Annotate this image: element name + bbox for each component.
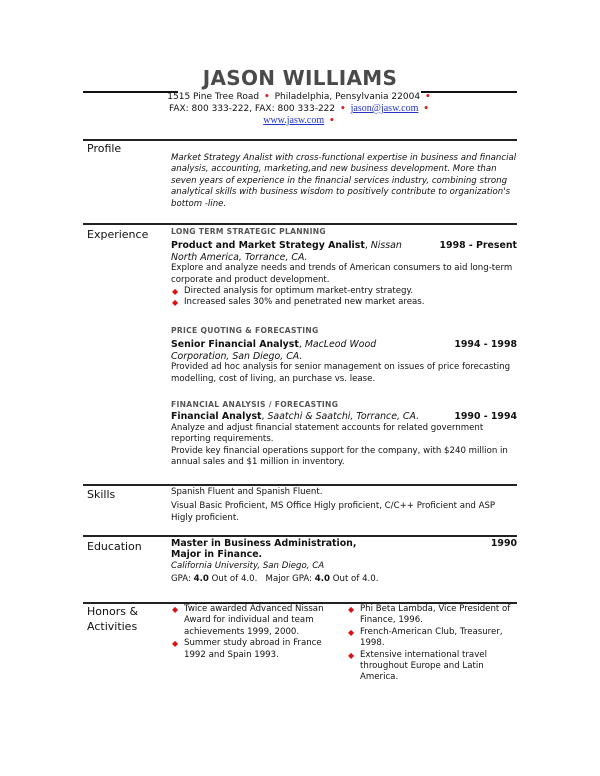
- job-company: MacLeod Wood Corporation, San Diego, CA.: [171, 339, 377, 362]
- list-item: ◆ Summer study abroad in France 1992 and Spain 1993.: [172, 638, 322, 660]
- contact-web-line: [0, 115, 600, 127]
- city: Philadelphia, Pensylvania 22004: [274, 92, 421, 102]
- skills-content: [171, 487, 517, 524]
- separator-dot-icon: •: [423, 104, 429, 114]
- section-rule: [83, 223, 517, 225]
- separator-dot-icon: •: [263, 92, 270, 102]
- bullet-icon: ◆: [172, 605, 179, 614]
- job-description: Provide key financial operations support for the company, with $240 million in annual sales and $1 million in inventory.: [171, 445, 508, 468]
- job-category: LONG TERM STRATEGIC PLANNING: [171, 227, 326, 236]
- section-label-honors: Honors & Activities: [87, 605, 139, 633]
- job-dates: 1994 - 1998: [454, 339, 517, 351]
- separator-dot-icon: •: [340, 104, 346, 114]
- bullet-icon: ◆: [172, 287, 179, 297]
- job-dates: 1990 - 1994: [454, 411, 517, 423]
- school: California University, San Diego, CA: [171, 560, 325, 571]
- job-title-line: Financial Analyst, Saatchi & Saatchi, Torrance, CA. 1990 - 1994: [171, 411, 517, 423]
- job-title-line: Product and Market Strategy Analist, Nissan North America, Torrance, CA. 1998 - Present: [171, 240, 517, 263]
- degree-line: [171, 538, 517, 561]
- job-title-line: Senior Financial Analyst, MacLeod Wood Corporation, San Diego, CA. 1994 - 1998: [171, 339, 517, 362]
- skill-technical: Visual Basic Proficient, MS Office Higly proficient, C/C++ Proficient and ASP Higly proficient.: [171, 501, 496, 523]
- bullet-icon: ◆: [348, 650, 355, 660]
- list-item: ◆ Extensive international travel throughout Europe and Latin America.: [348, 649, 487, 683]
- job-entry: [171, 325, 517, 385]
- section-label-profile: Profile: [87, 142, 122, 155]
- graduation-year: 1990: [490, 538, 517, 549]
- section-label-experience: Experience: [87, 228, 149, 241]
- section-rule: [83, 484, 517, 486]
- section-label-skills: Skills: [87, 488, 116, 501]
- list-item: ◆ Directed analysis for optimum market-entry strategy.: [172, 286, 414, 297]
- job-title: Senior Financial Analyst: [171, 339, 299, 351]
- section-rule: [83, 535, 517, 537]
- gpa-line: GPA: 4.0 Out of 4.0. Major GPA: 4.0 Out of 4.0.: [171, 574, 379, 585]
- fax-numbers: FAX: 800 333-222, FAX: 800 333-222: [168, 104, 336, 114]
- bullet-icon: ◆: [348, 605, 355, 614]
- website-link[interactable]: www.jasw.com: [263, 115, 325, 126]
- profile-summary: Market Strategy Analist with cross-functional expertise in business and financial analysis, accounting, marketing,and new business development. More than seven years of experience in the financial services industry, combining strong analytical skills with business wisdom to positively contribute to organization's bottom -line.: [171, 153, 517, 209]
- job-entry: [171, 226, 517, 309]
- bullet-icon: ◆: [172, 298, 179, 308]
- candidate-name: JASON WILLIAMS: [202, 66, 398, 90]
- job-dates: 1998 - Present: [439, 240, 517, 252]
- contact-address-line: [0, 91, 600, 103]
- education-content: [171, 538, 517, 586]
- section-rule: [83, 139, 517, 141]
- list-item: ◆ French-American Club, Treasurer, 1998.: [348, 626, 503, 649]
- job-category: PRICE QUOTING & FORECASTING: [171, 326, 319, 335]
- list-item: ◆ Phi Beta Lambda, Vice President of Finance, 1996.: [348, 604, 511, 626]
- job-description: Analyze and adjust financial statement accounts for related government reporting requirements.: [171, 422, 484, 445]
- list-item: ◆ Twice awarded Advanced Nissan Award for individual and team achievements 1999, 2000.: [172, 604, 324, 637]
- job-description: Explore and analyze needs and trends of American consumers to aid long-term corporate and product development.: [171, 263, 513, 285]
- job-company: Nissan North America, Torrance, CA.: [171, 240, 402, 263]
- job-title: Financial Analyst: [171, 411, 262, 423]
- job-description: Provided ad hoc analysis for senior management on issues of price forecasting modelling, cost of living, an purchase vs. lease.: [171, 362, 511, 384]
- gpa-value: 4.0: [193, 574, 209, 585]
- list-item: ◆ Increased sales 30% and penetrated new market areas.: [172, 297, 425, 308]
- email-link[interactable]: jason@jasw.com: [350, 103, 419, 114]
- job-company: Saatchi & Saatchi, Torrance, CA.: [267, 411, 420, 423]
- job-title: Product and Market Strategy Analist: [171, 240, 365, 252]
- contact-fax-line: [0, 103, 600, 115]
- bullet-icon: ◆: [172, 639, 179, 649]
- major-gpa-value: 4.0: [314, 574, 331, 585]
- skill-languages: Spanish Fluent and Spanish Fluent.: [171, 487, 323, 497]
- separator-dot-icon: •: [424, 92, 431, 102]
- honors-left-column: [171, 604, 336, 661]
- bullet-icon: ◆: [348, 627, 355, 637]
- degree: Master in Business Administration, Major in Finance.: [171, 538, 357, 561]
- separator-dot-icon: •: [329, 116, 335, 126]
- job-entry: [171, 399, 517, 468]
- honors-right-column: [347, 604, 519, 684]
- job-category: FINANCIAL ANALYSIS / FORECASTING: [171, 400, 339, 409]
- section-label-education: Education: [87, 540, 142, 553]
- job-bullets: [171, 286, 517, 309]
- address: 1515 Pine Tree Road: [167, 92, 260, 102]
